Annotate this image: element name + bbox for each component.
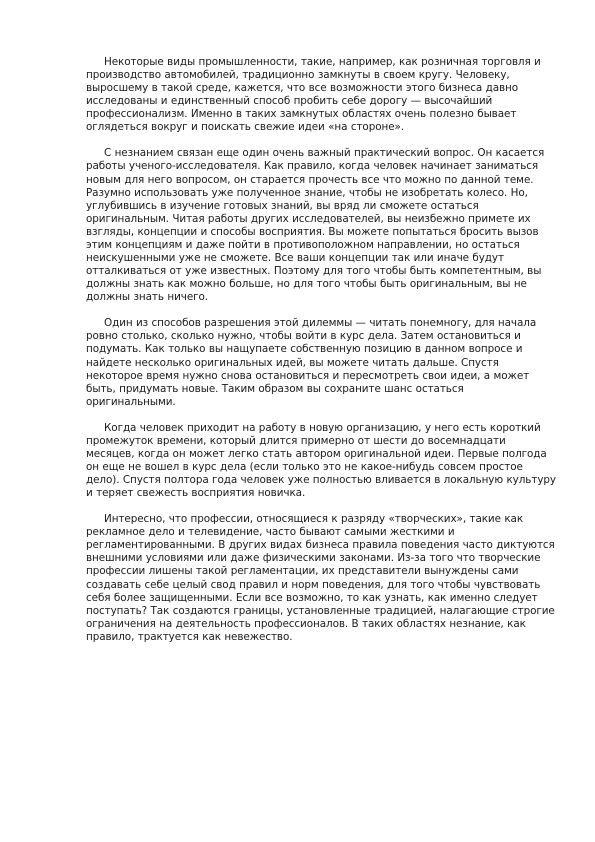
paragraph-1: Некоторые виды промышленности, такие, например, как розничная торговля и производство автомобилей, традиционно замкнуты в своем кругу. Человеку, выросшему в такой среде, кажется, что все возможности этого бизнеса давно исследованы и единственный способ пробить себе дорогу — высочайший профессионализм. Именно в таких замкнутых областях очень полезно бывает оглядеться вокруг и поискать свежие идеи «на стороне». [86, 56, 541, 134]
body-text [86, 56, 556, 657]
paragraph-2: С незнанием связан еще один очень важный практический вопрос. Он касается работы ученого-исследователя. Как правило, когда человек начинает заниматься новым для него вопросом, он старается прочесть все что можно по данной теме. Разумно использовать уже полученное знание, чтобы не изобретать колесо. Но, углубившись в изучение готовых знаний, вы вряд ли сможете остаться оригинальным. Читая работы других исследователей, вы неизбежно примете их взгляды, концепции и способы восприятия. Вы можете попытаться бросить вызов этим концепциям и даже пойти в противоположном направлении, но остаться неискушенными уже не сможете. Все ваши концепции так или иначе будут отталкиваться от уже известных. Поэтому для того чтобы быть компетентным, вы должны знать как можно больше, но для того чтобы быть оригинальным, вы не должны знать ничего. [86, 147, 545, 304]
paragraph-5: Интересно, что профессии, относящиеся к разряду «творческих», такие как рекламное дело и телевидение, часто бывают самыми жесткими и регламентированными. В других видах бизнеса правила поведения часто диктуются внешними условиями или даже физическими законами. Из-за того что творческие профессии лишены такой регламентации, их представители вынуждены сами создавать себе целый свод правил и норм поведения, для того чтобы чувствовать себя более защищенными. Если все возможно, то как узнать, как именно следует поступать? Так создаются границы, установленные традицией, налагающие строгие ограничения на деятельность профессионалов. В таких областях незнание, как правило, трактуется как невежество. [86, 513, 555, 643]
paragraph-4: Когда человек приходит на работу в новую организацию, у него есть короткий промежуток времени, который длится примерно от шести до восемнадцати месяцев, когда он может легко стать автором оригинальной идеи. Первые полгода он еще не вошел в курс дела (если только это не какое-нибудь совсем простое дело). Спустя полтора года человек уже полностью вливается в локальную культуру и теряет свежесть восприятия новичка. [86, 421, 556, 500]
paragraph-3: Один из способов разрешения этой дилеммы — читать понемногу, для начала ровно столько, сколько нужно, чтобы войти в курс дела. Затем остановиться и подумать. Как только вы нащупаете собственную позицию в данном вопросе и найдете несколько оригинальных идей, вы можете читать дальше. Спустя некоторое время нужно снова остановиться и пересмотреть свои идеи, а может быть, придумать новые. Таким образом вы сохраните шанс остаться оригинальными. [86, 317, 537, 408]
